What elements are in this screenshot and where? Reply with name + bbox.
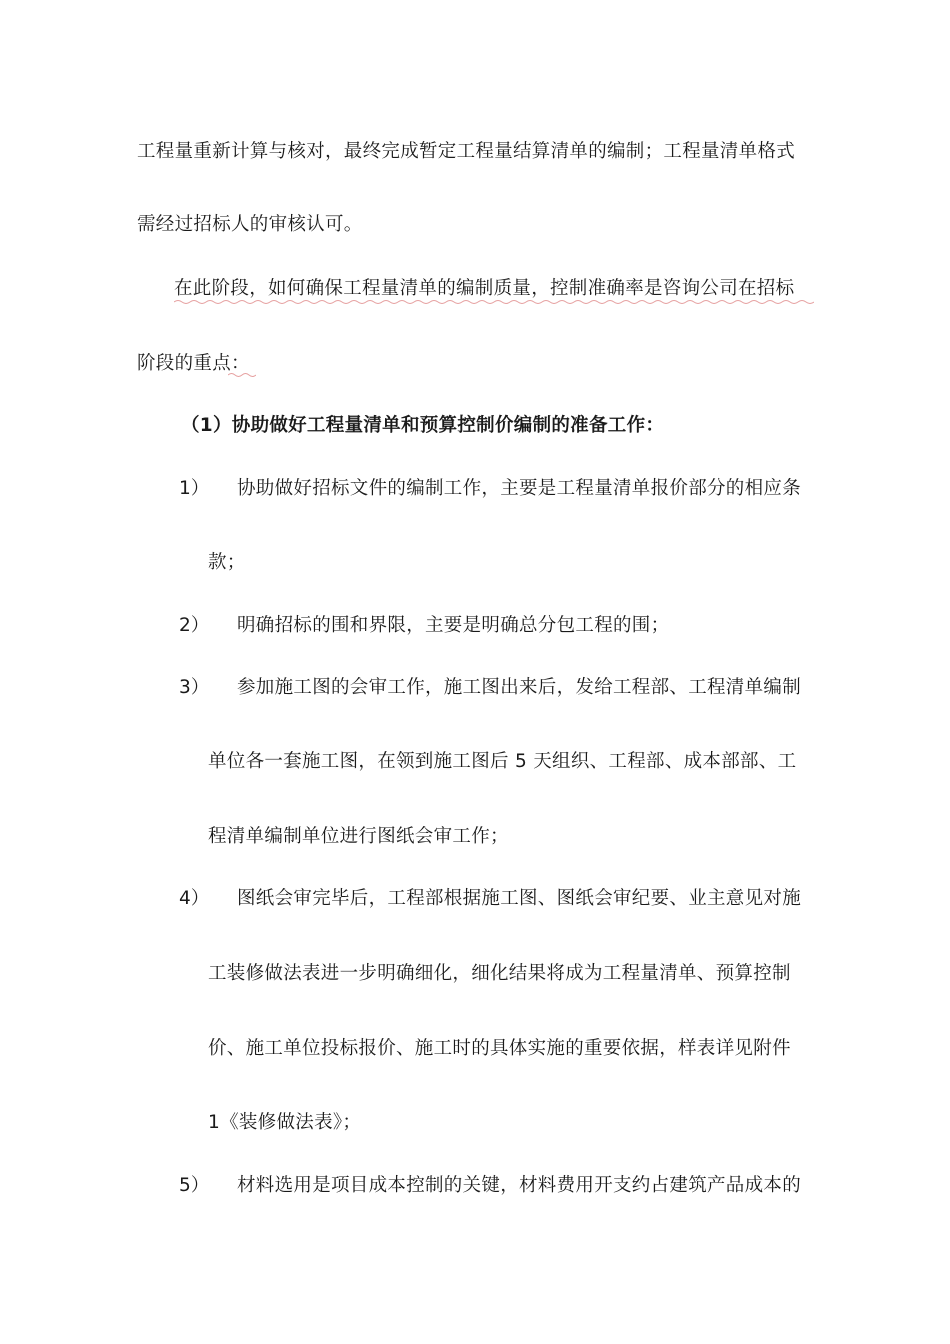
paragraph-2-line-2: 阶段的重点： [137, 353, 250, 374]
item-3-number: 3） [179, 677, 210, 698]
section-heading: （1）协助做好工程量清单和预算控制价编制的准备工作： [181, 415, 665, 436]
item-1-line-1: 协助做好招标文件的编制工作，主要是工程量清单报价部分的相应条 [237, 478, 802, 499]
item-5-number: 5） [179, 1175, 210, 1196]
item-2-number: 2） [179, 615, 210, 636]
paragraph-1-line-2: 需经过招标人的审核认可。 [137, 214, 363, 235]
item-3-line-2: 单位各一套施工图，在领到施工图后 5 天组织、工程部、成本部部、工 [208, 751, 797, 772]
paragraph-1-line-1: 工程量重新计算与核对，最终完成暂定工程量结算清单的编制；工程量清单格式 [137, 141, 796, 162]
item-4-line-3: 价、施工单位投标报价、施工时的具体实施的重要依据，样表详见附件 [208, 1038, 791, 1059]
item-1-number: 1） [179, 478, 210, 499]
item-4-line-1: 图纸会审完毕后，工程部根据施工图、图纸会审纪要、业主意见对施 [237, 888, 802, 909]
item-4-number: 4） [179, 888, 210, 909]
spellcheck-underline [228, 372, 256, 378]
item-2-line-1: 明确招标的围和界限，主要是明确总分包工程的围； [237, 615, 670, 636]
spellcheck-underline [174, 299, 814, 305]
item-4-line-4: 1《装修做法表》； [208, 1112, 362, 1133]
item-3-line-3: 程清单编制单位进行图纸会审工作； [208, 826, 509, 847]
paragraph-2-line-1: 在此阶段，如何确保工程量清单的编制质量，控制准确率是咨询公司在招标 [174, 278, 795, 299]
item-3-line-1: 参加施工图的会审工作，施工图出来后，发给工程部、工程清单编制 [237, 677, 802, 698]
item-4-line-2: 工装修做法表进一步明确细化，细化结果将成为工程量清单、预算控制 [208, 963, 791, 984]
item-1-line-2: 款； [208, 552, 246, 573]
item-5-line-1: 材料选用是项目成本控制的关键，材料费用开支约占建筑产品成本的 [237, 1175, 802, 1196]
